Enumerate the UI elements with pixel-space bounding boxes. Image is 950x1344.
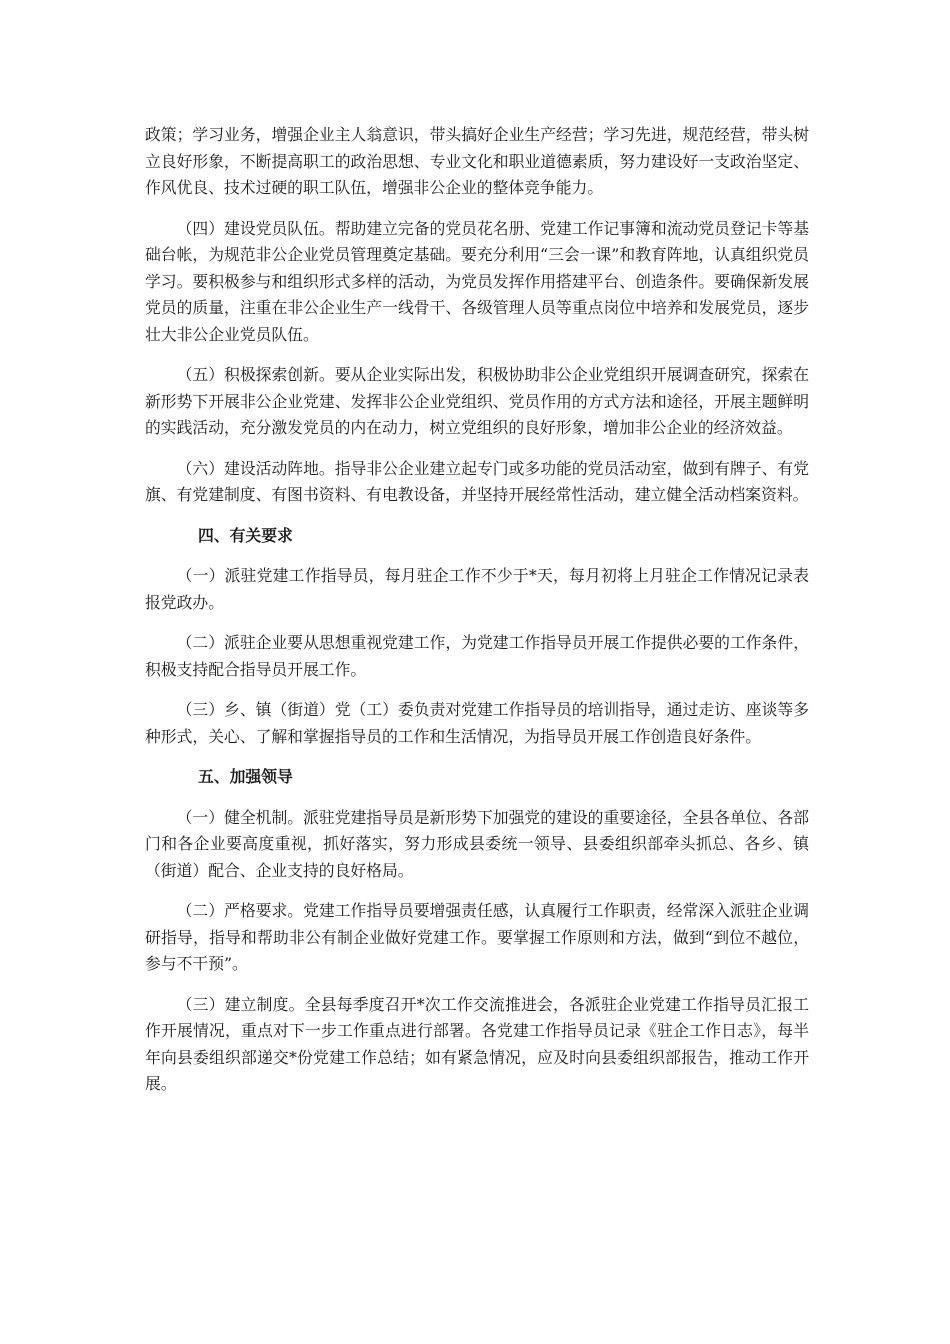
paragraph-party-member-team: （四）建设党员队伍。帮助建立完备的党员花名册、党建工作记事簿和流动党员登记卡等基础台帐，为规范非公企业党员管理奠定基础。要充分利用“三会一课”和教育阵地，认真组织党员学习。要积极参与和组织形式多样的活动，为党员发挥作用搭建平台、创造条件。要确保新发展党员的质量，注重在非公企业生产一线骨干、各级管理人员等重点岗位中培养和发展党员，逐步壮大非公企业党员队伍。 (145, 218, 809, 344)
paragraph-leadership-2: （二）严格要求。党建工作指导员要增强责任感，认真履行工作职责，经常深入派驻企业调研指导，指导和帮助非公有制企业做好党建工作。要掌握工作原则和方法，做到“到位不越位，参与不干预”。 (145, 901, 809, 973)
paragraph-continued: 政策；学习业务，增强企业主人翁意识，带头搞好企业生产经营；学习先进，规范经营，带头树立良好形象，不断提高职工的政治思想、专业文化和职业道德素质，努力建设好一支政治坚定、作风优良、技术过硬的职工队伍，增强非公企业的整体竞争能力。 (145, 125, 809, 197)
paragraph-leadership-3: （三）建立制度。全县每季度召开*次工作交流推进会，各派驻企业党建工作指导员汇报工作开展情况，重点对下一步工作重点进行部署。各党建工作指导员记录《驻企工作日志》，每半年向县委组织部递交*份党建工作总结；如有紧急情况，应及时向县委组织部报告，推动工作开展。 (145, 994, 809, 1093)
paragraph-activity-venue: （六）建设活动阵地。指导非公企业建立起专门或多功能的党员活动室，做到有牌子、有党旗、有党建制度、有图书资料、有电教设备，并坚持开展经常性活动，建立健全活动档案资料。 (145, 458, 809, 504)
document-page (145, 122, 809, 1112)
section-heading-leadership: 五、加强领导 (198, 767, 293, 786)
paragraph-requirement-1: （一）派驻党建工作指导员，每月驻企工作不少于*天，每月初将上月驻企工作情况记录表报党政办。 (145, 566, 809, 612)
paragraph-requirement-3: （三）乡、镇（街道）党（工）委负责对党建工作指导员的培训指导，通过走访、座谈等多种形式，关心、了解和掌握指导员的工作和生活情况，为指导员开展工作创造良好条件。 (145, 700, 809, 746)
section-heading-requirements: 四、有关要求 (198, 525, 293, 545)
paragraph-leadership-1: （一）健全机制。派驻党建指导员是新形势下加强党的建设的重要途径，全县各单位、各部门和各企业要高度重视，抓好落实，努力形成县委统一领导、县委组织部牵头抓总、各乡、镇（街道）配合、企业支持的良好格局。 (145, 807, 809, 880)
paragraph-requirement-2: （二）派驻企业要从思想重视党建工作，为党建工作指导员开展工作提供必要的工作条件，积极支持配合指导员开展工作。 (145, 633, 809, 679)
paragraph-innovation: （五）积极探索创新。要从企业实际出发，积极协助非公企业党组织开展调查研究，探索在新形势下开展非公企业党建、发挥非公企业党组织、党员作用的方式方法和途径，开展主题鲜明的实践活动，充分激发党员的内在动力，树立党组织的良好形象，增加非公企业的经济效益。 (145, 365, 809, 437)
